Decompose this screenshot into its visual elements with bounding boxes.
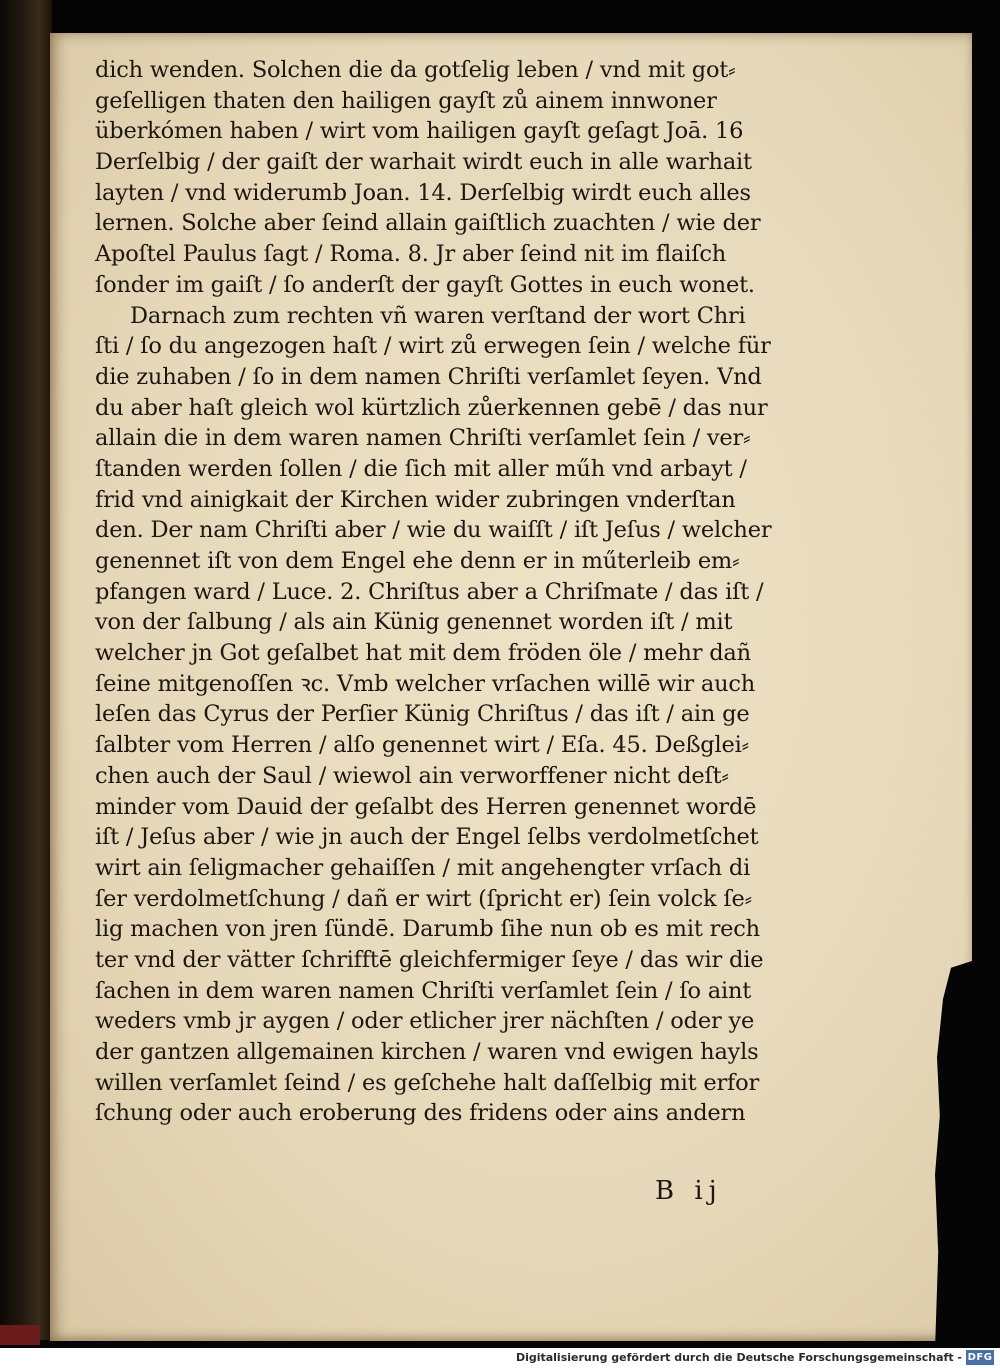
text-line: den. Der nam Chriſti aber / wie du waiſſt / iſt Jeſus / welcher: [95, 517, 772, 544]
signature-mark: B ij: [655, 1176, 723, 1206]
text-line: lig machen von jren ſündē. Darumb ſihe nun ob es mit rech: [95, 916, 760, 943]
page-tear: [935, 960, 975, 1350]
text-line: ſtanden werden ſollen / die ſich mit aller műh vnd arbayt /: [95, 455, 747, 482]
text-line: geſelligen thaten den hailigen gayſt zů ainem innwoner: [95, 87, 717, 114]
text-line: genennet iſt von dem Engel ehe denn er in műterleib em⸗: [95, 548, 740, 574]
text-line: layten / vnd widerumb Joan. 14. Derſelbig wirdt euch alles: [95, 179, 751, 206]
text-line: ſchung oder auch eroberung des fridens oder ains andern: [95, 1100, 746, 1127]
binding-ribbon: [0, 1325, 40, 1345]
book-binding: [0, 0, 52, 1340]
text-line: willen verſamlet ſeind / es geſchehe halt daſſelbig mit erfor: [95, 1069, 760, 1096]
text-line: welcher jn Got geſalbet hat mit dem fröden öle / mehr dañ: [95, 640, 751, 667]
text-line: wirt ain ſeligmacher gehaiſſen / mit angehengter vrſach di: [95, 854, 751, 881]
text-line: minder vom Dauid der geſalbt des Herren genennet wordē: [95, 793, 757, 820]
dfg-logo: DFG: [967, 1352, 993, 1363]
page-text: [95, 55, 830, 1129]
text-line: ſalbter vom Herren / alſo genennet wirt / Eſa. 45. Deßglei⸗: [95, 732, 749, 759]
text-line: du aber haſt gleich wol kürtzlich zůerkennen gebē / das nur: [95, 394, 768, 421]
text-line: weders vmb jr aygen / oder etlicher jrer nächſten / oder ye: [95, 1008, 755, 1035]
text-line: ſonder im gaiſt / ſo anderſt der gayſt Gottes in euch wonet.: [95, 271, 755, 298]
text-line: ſeine mitgenoſſen ꝛc. Vmb welcher vrſachen willē wir auch: [95, 670, 756, 697]
text-line: die zuhaben / ſo in dem namen Chriſti verſamlet ſeyen. Vnd: [95, 363, 762, 390]
text-line: lernen. Solche aber ſeind allain gaiſtlich zuachten / wie der: [95, 210, 761, 237]
text-line: ſachen in dem waren namen Chriſti verſamlet ſein / ſo aint: [95, 977, 752, 1004]
text-line: ſti / ſo du angezogen haſt / wirt zů erwegen ſein / welche für: [95, 333, 771, 360]
text-line: allain die in dem waren namen Chriſti verſamlet ſein / ver⸗: [95, 425, 751, 452]
text-line: von der ſalbung / als ain Künig genennet worden iſt / mit: [95, 609, 733, 636]
text-line: frid vnd ainigkait der Kirchen wider zubringen vnderſtan: [95, 486, 736, 513]
text-line: Derſelbig / der gaiſt der warhait wirdt euch in alle warhait: [95, 149, 752, 176]
text-line: überkómen haben / wirt vom hailigen gayſt geſagt Joā. 16: [95, 118, 744, 145]
text-line: Darnach zum rechten vñ waren verſtand der wort Chri: [130, 302, 746, 329]
text-line: chen auch der Saul / wiewol ain verworffener nicht deſt⸗: [95, 762, 729, 789]
text-line: ter vnd der vätter ſchrifftē gleichfermiger ſeye / das wir die: [95, 946, 764, 973]
text-line: pfangen ward / Luce. 2. Chriſtus aber a Chriſmate / das iſt /: [95, 578, 764, 605]
text-line: leſen das Cyrus der Perſier Künig Chriſtus / das iſt / ain ge: [95, 701, 750, 728]
text-line: ſer verdolmetſchung / dañ er wirt (ſpricht er) ſein volck ſe⸗: [95, 885, 752, 912]
text-line: iſt / Jeſus aber / wie jn auch der Engel ſelbs verdolmetſchet: [95, 824, 759, 851]
footer-credit: Digitalisierung gefördert durch die Deutsche Forschungsgemeinschaft -: [515, 1351, 962, 1364]
text-line: Apoſtel Paulus ſagt / Roma. 8. Jr aber ſeind nit im flaiſch: [95, 241, 727, 268]
text-line: dich wenden. Solchen die da gotſelig leben / vnd mit got⸗: [95, 57, 736, 83]
text-line: der gantzen allgemainen kirchen / waren vnd ewigen hayls: [95, 1039, 759, 1065]
